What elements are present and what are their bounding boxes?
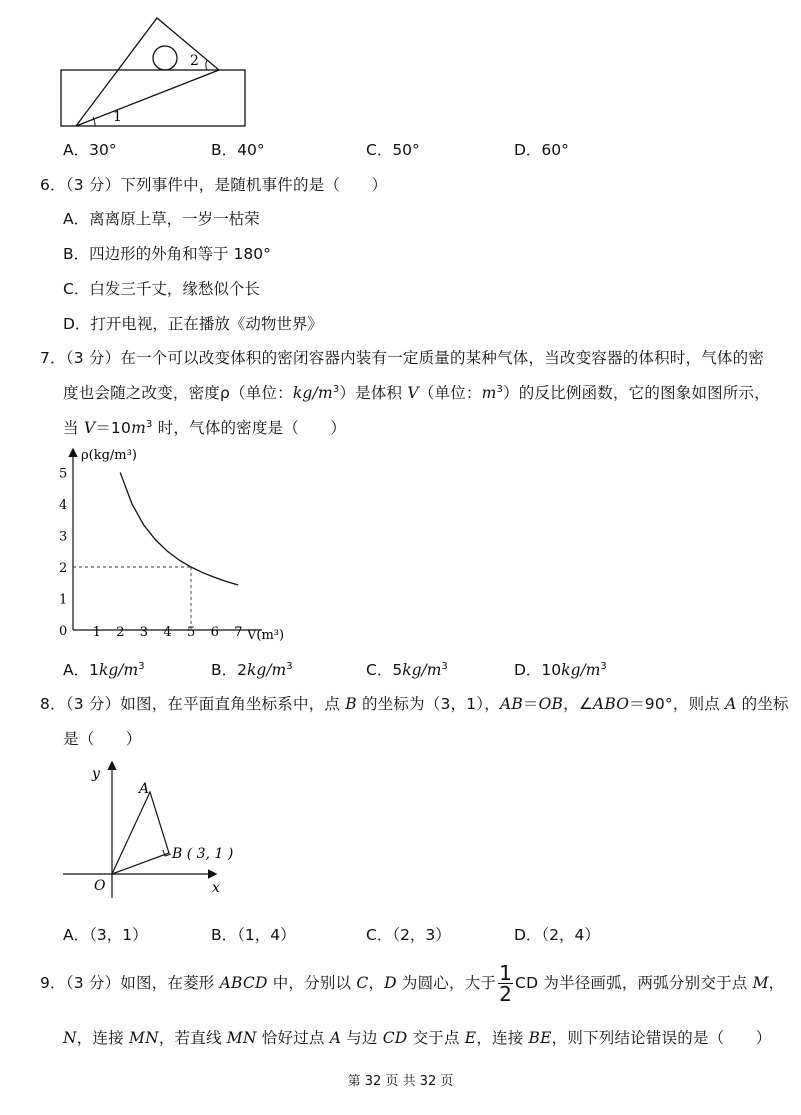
q9-stem-line1: 9．（3 分）如图，在菱形 ABCD 中，分别以 C，D 为圆心，大于 $\frac{1}{2}$ CD 为半径画弧，两弧分别交于点 M， — [40, 961, 785, 1006]
q8-option-a[interactable]: A．（3，1） — [63, 926, 148, 944]
q5-triangle — [76, 18, 219, 126]
q8-x-label: x — [212, 880, 220, 896]
origin-label: 0 — [59, 624, 68, 639]
x-tick-label: 7 — [234, 625, 243, 640]
q8-option-b[interactable]: B．（1，4） — [211, 926, 296, 944]
q5-option-c[interactable]: C．50° — [366, 141, 420, 159]
y-tick-label: 2 — [59, 561, 68, 576]
q7-option-c[interactable]: C．$5kg/m^3$ — [366, 660, 448, 679]
q8-y-label: y — [92, 766, 100, 782]
q9-stem-line2: N，连接 MN，若直线 MN 恰好过点 A 与边 CD 交于点 E，连接 BE，则下列结论错误的是（ ） — [63, 1029, 772, 1047]
x-tick-label: 1 — [92, 625, 101, 640]
q8-option-d[interactable]: D．（2，4） — [514, 926, 600, 944]
q8-point-a-label: A — [139, 781, 150, 797]
q5-rectangle — [61, 70, 245, 126]
q5-circle — [153, 46, 177, 70]
q5-angle1-label: 1 — [113, 109, 122, 125]
q5-option-a[interactable]: A．30° — [63, 141, 117, 159]
q5-option-b[interactable]: B．40° — [211, 141, 265, 159]
y-tick-label: 5 — [59, 466, 68, 482]
q8-option-c[interactable]: C．（2，3） — [366, 926, 451, 944]
q7-option-a[interactable]: A．$1kg/m^3$ — [63, 660, 145, 679]
q5-angle2-arc — [206, 60, 207, 70]
q7-density-chart — [50, 445, 320, 645]
q8-stem-line2: 是（ ） — [63, 730, 142, 748]
x-axis-label: V(m³) — [247, 628, 285, 643]
q6-stem: 6．（3 分）下列事件中，是随机事件的是（ ） — [40, 176, 388, 194]
q8-stem-line1: 8．（3 分）如图，在平面直角坐标系中，点 B 的坐标为（3，1），AB＝OB，∠ABO＝90°，则点 A 的坐标 — [40, 695, 789, 713]
y-axis-label: ρ(kg/m³) — [81, 448, 137, 463]
q7-stem-line3: 当 $V=10m^3$ 时，气体的密度是（ ） — [63, 418, 347, 437]
q8-right-angle-mark — [163, 850, 171, 856]
q8-point-b-label: B ( 3, 1 ) — [172, 846, 234, 862]
x-tick-label: 3 — [139, 625, 149, 640]
q5-figure — [55, 8, 255, 130]
q8-origin-label: O — [94, 878, 106, 894]
q6-option-a[interactable]: A．离离原上草，一岁一枯荣 — [63, 210, 260, 228]
q5-angle2-label: 2 — [190, 53, 199, 69]
q8-triangle-oab — [112, 792, 169, 874]
q7-option-b[interactable]: B．$2kg/m^3$ — [211, 660, 293, 679]
y-tick-label: 4 — [59, 498, 68, 513]
q6-option-d[interactable]: D．打开电视，正在播放《动物世界》 — [63, 315, 323, 333]
x-tick-label: 6 — [210, 625, 219, 640]
q6-option-b[interactable]: B．四边形的外角和等于 180° — [63, 245, 271, 263]
q7-stem-line1: 7．（3 分）在一个可以改变体积的密闭容器内装有一定质量的某种气体，当改变容器的体积时，气体的密 — [40, 349, 765, 367]
x-tick-label: 4 — [163, 625, 172, 640]
fraction-one-half: $\frac{1}{2}$ — [499, 961, 513, 1006]
q7-option-d[interactable]: D．$10kg/m^3$ — [514, 660, 607, 679]
series-curve — [120, 473, 238, 586]
x-tick-label: 2 — [116, 625, 125, 640]
y-tick-label: 3 — [59, 529, 68, 545]
q6-option-c[interactable]: C．白发三千丈，缘愁似个长 — [63, 280, 260, 298]
page-footer: 第 32 页 共 32 页 — [347, 1074, 454, 1089]
q7-stem-line2: 度也会随之改变，密度ρ（单位：$kg/m^3$）是体积 V（单位：$m^3$）的反比例函数，它的图象如图所示， — [63, 383, 770, 402]
q5-option-d[interactable]: D．60° — [514, 141, 569, 159]
q8-figure — [60, 760, 240, 900]
x-tick-label: 5 — [187, 625, 196, 640]
y-tick-label: 1 — [59, 592, 68, 608]
